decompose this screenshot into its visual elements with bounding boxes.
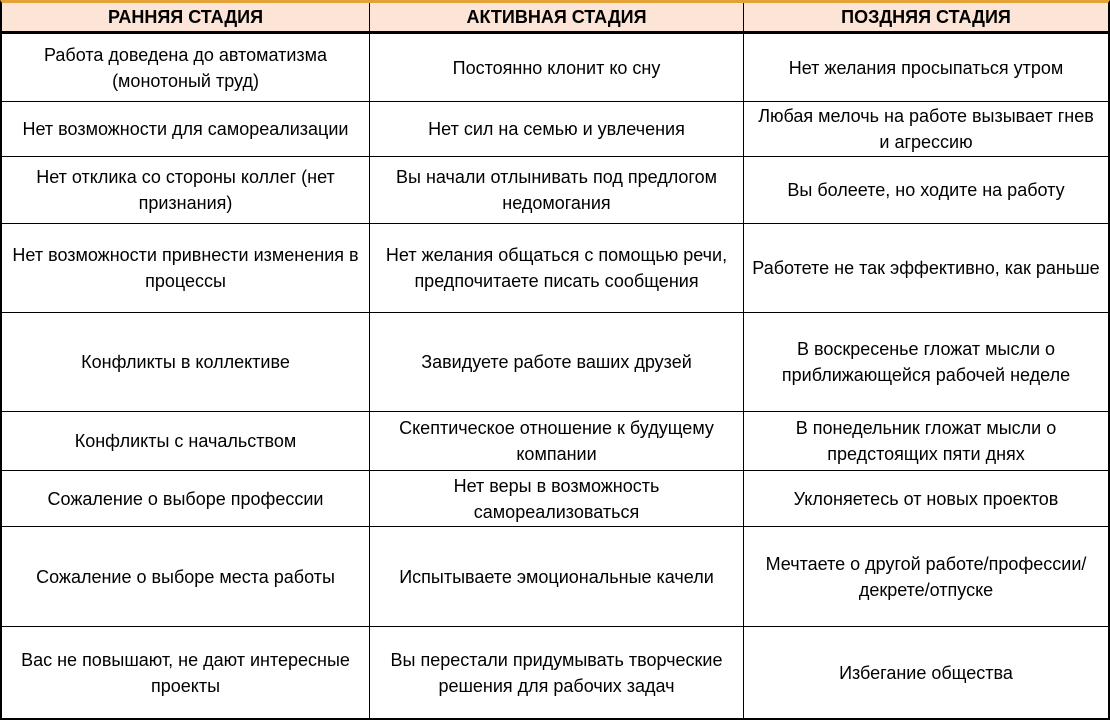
table-cell: Нет желания просыпаться утром (744, 34, 1108, 102)
column-header-active-stage: АКТИВНАЯ СТАДИЯ (370, 3, 744, 34)
table-cell: В понедельник гложат мысли о предстоящих пяти днях (744, 412, 1108, 471)
table-cell: Избегание общества (839, 662, 1013, 683)
table-cell: Мечтаете о другой работе/профессии/декрете/отпуске (744, 527, 1108, 627)
table-cell: Нет отклика со стороны коллег (нет признания) (2, 157, 370, 224)
table-cell: Нет сил на семью и увлечения (370, 102, 744, 157)
table-cell: Завидуете работе ваших друзей (370, 313, 744, 412)
table-cell: Сожаление о выборе места работы (2, 527, 370, 627)
table-cell: Работа доведена до автоматизма (монотоный труд) (2, 34, 370, 102)
table-cell: Уклоняетесь от новых проектов (744, 471, 1108, 527)
table-cell: В воскресенье гложат мысли о приближающейся рабочей неделе (744, 313, 1108, 412)
table-cell: Испытываете эмоциональные качели (370, 527, 744, 627)
table-cell: Вы перестали придумывать творческие решения для рабочих задач (370, 627, 744, 718)
table-cell: Нет желания общаться с помощью речи, предпочитаете писать сообщения (370, 224, 744, 313)
table-cell: Сожаление о выборе профессии (2, 471, 370, 527)
column-header-late-stage: ПОЗДНЯЯ СТАДИЯ (744, 3, 1108, 34)
column-header-early-stage: РАННЯЯ СТАДИЯ (2, 3, 370, 34)
table-cell: Конфликты с начальством (2, 412, 370, 471)
table-cell: Нет возможности для самореализации (2, 102, 370, 157)
table-cell: Постоянно клонит ко сну (370, 34, 744, 102)
table-cell: Нет возможности привнести изменения в процессы (2, 224, 370, 313)
table-cell: Вас не повышают, не дают интересные проекты (2, 627, 370, 718)
table-cell: Конфликты в коллективе (2, 313, 370, 412)
table-cell: Работете не так эффективно, как раньше (744, 224, 1108, 313)
table-cell: Любая мелочь на работе вызывает гнев и агрессию (744, 102, 1108, 157)
table-cell: Вы начали отлынивать под предлогом недомогания (370, 157, 744, 224)
table-cell: Скептическое отношение к будущему компании (370, 412, 744, 471)
table-cell: Нет веры в возможность самореализоваться (370, 471, 744, 527)
table-cell: Вы болеете, но ходите на работу (744, 157, 1108, 224)
